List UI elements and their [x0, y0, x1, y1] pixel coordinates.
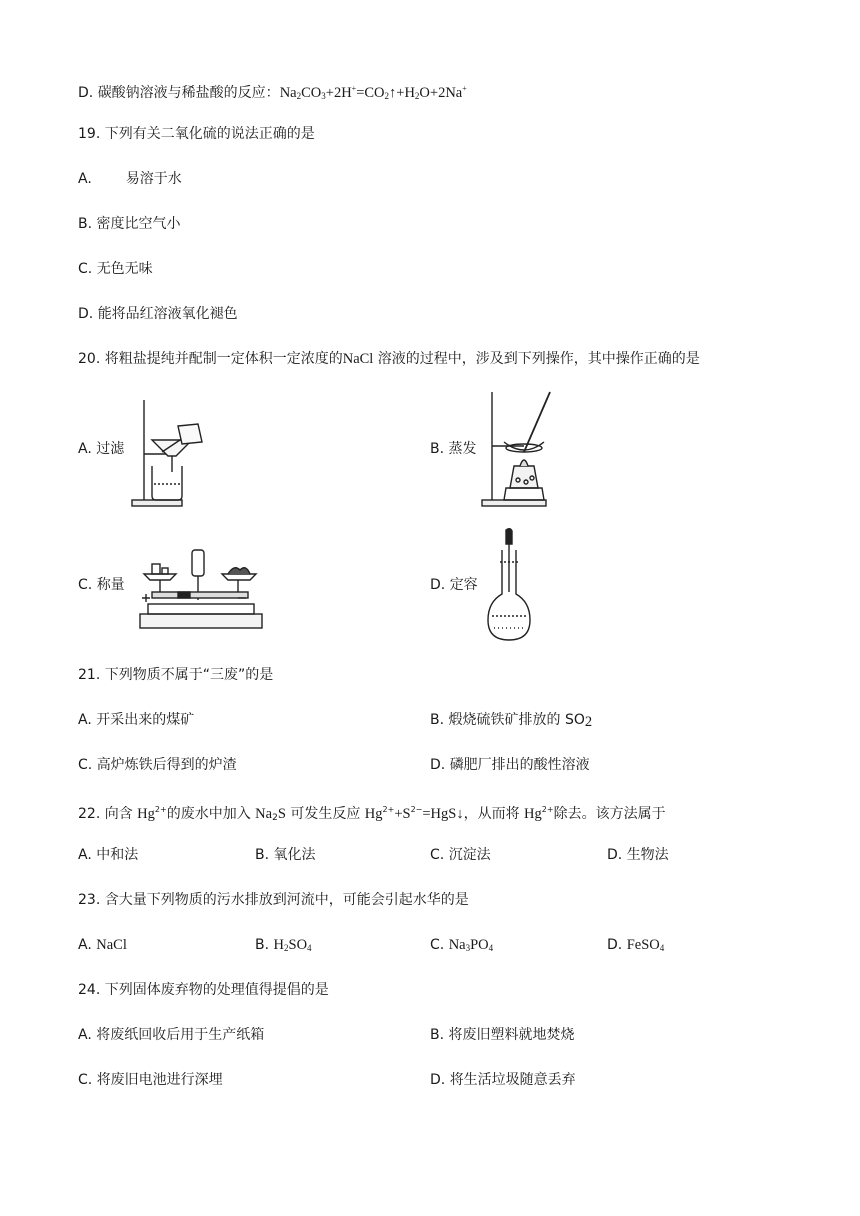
q23-option-a: A. NaCl — [78, 937, 127, 953]
q24-option-d: D. 将生活垃圾随意丢弃 — [430, 1072, 576, 1088]
q22-option-c: C. 沉淀法 — [430, 847, 491, 863]
q22-option-a: A. 中和法 — [78, 847, 139, 863]
q21-option-d: D. 磷肥厂排出的酸性溶液 — [430, 757, 590, 773]
q24-option-a: A. 将废纸回收后用于生产纸箱 — [78, 1027, 265, 1043]
q22-option-b: B. 氧化法 — [255, 847, 316, 863]
balance-scale-icon — [138, 540, 266, 632]
q24-stem: 24. 下列固体废弃物的处理值得提倡的是 — [78, 982, 329, 998]
q20-stem: 20. 将粗盐提纯并配制一定体积一定浓度的NaCl 溶液的过程中，涉及到下列操作，其中操作正确的是 — [78, 351, 700, 367]
equation: $Na_2CO_3+2H^+=CO_2↑+H_2O+2Na^+$ — [279, 84, 467, 101]
q24-option-b: B. 将废旧塑料就地焚烧 — [430, 1027, 575, 1043]
q19-option-d: D. 能将品红溶液氧化褪色 — [78, 306, 238, 322]
evaporation-apparatus-icon — [480, 388, 560, 510]
q21-option-c: C. 高炉炼铁后得到的炉渣 — [78, 757, 237, 773]
option-label: D. — [78, 85, 94, 101]
q23-option-d: D. FeSO$_4$ — [607, 937, 665, 953]
q19-option-c: C. 无色无味 — [78, 261, 153, 277]
volumetric-flask-icon — [484, 528, 534, 644]
q20-option-d: D. 定容 — [430, 577, 478, 593]
q18-option-d — [78, 79, 467, 106]
option-text: 碳酸钠溶液与稀盐酸的反应： — [97, 85, 280, 101]
q20-option-b: B. 蒸发 — [430, 441, 477, 457]
q19-option-b: B. 密度比空气小 — [78, 216, 181, 232]
q21-stem: 21. 下列物质不属于“三废”的是 — [78, 667, 274, 683]
q23-option-b: B. $H_2SO_4$ — [255, 937, 312, 953]
q19-stem: 19. 下列有关二氧化硫的说法正确的是 — [78, 126, 315, 142]
q20-option-a: A. 过滤 — [78, 441, 125, 457]
q21-option-a: A. 开采出来的煤矿 — [78, 712, 195, 728]
q23-option-c: C. $Na_3PO_4$ — [430, 937, 494, 953]
q23-stem: 23. 含大量下列物质的污水排放到河流中，可能会引起水华的是 — [78, 892, 469, 908]
q19-option-a: A. 易溶于水 — [78, 171, 182, 187]
filtration-apparatus-icon — [130, 396, 210, 508]
q20-option-c: C. 称量 — [78, 577, 125, 593]
q21-option-b: B. 煅烧硫铁矿排放的 $SO_2$ — [430, 712, 593, 730]
q24-option-c: C. 将废旧电池进行深埋 — [78, 1072, 223, 1088]
q22-option-d: D. 生物法 — [607, 847, 669, 863]
q22-stem: 22. 向含 $Hg^{2+}$的废水中加入 $Na_2S$ 可发生反应 $Hg^{2+}+S^{2-}=HgS↓$，从而将 $Hg^{2+}$除去。该方法属于 — [78, 805, 666, 823]
